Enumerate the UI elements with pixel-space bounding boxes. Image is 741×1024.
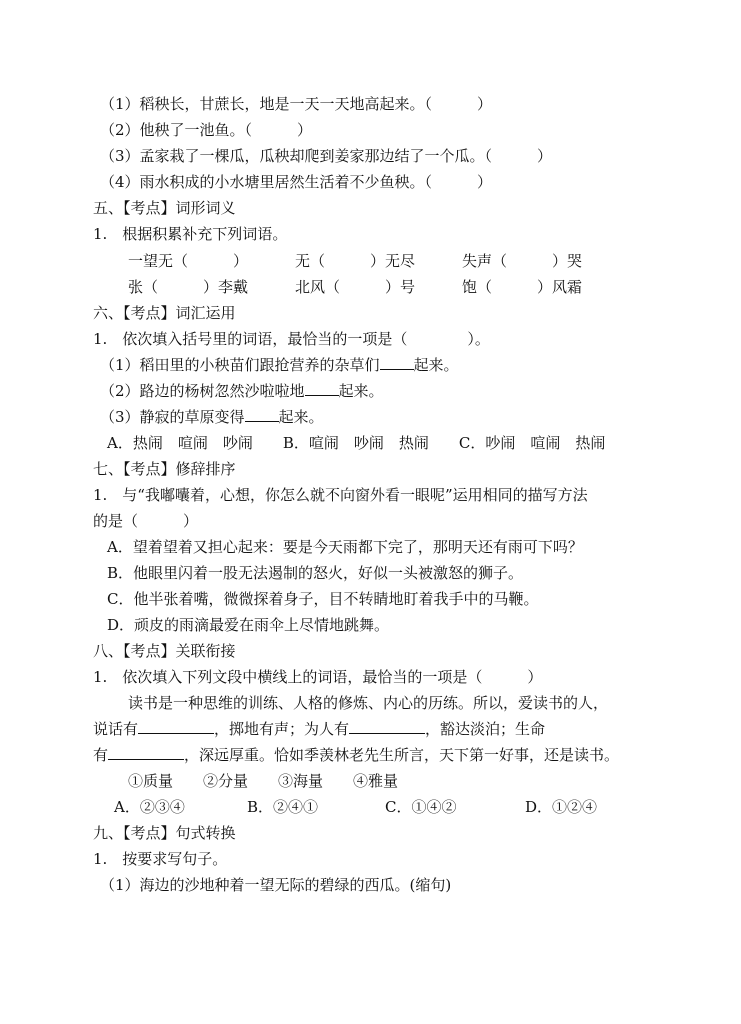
section-heading-6: 六、【考点】词汇运用 [93,304,236,322]
fill-blank[interactable] [305,381,339,396]
passage-text: 有 [93,746,109,764]
question-7-1-line1: 1. 与“我嘟囔着，心想，你怎么就不向窗外看一眼呢”运用相同的描写方法 [93,486,588,504]
question-9-1: 1. 按要求写句子。 [93,850,228,868]
sentence-6-2 [100,380,384,402]
option-b: B．他眼里闪着一股无法遏制的怒火，好似一头被激怒的狮子。 [107,564,524,582]
question-6-1: 1. 依次填入括号里的词语，最恰当的一项是（ ）。 [93,330,490,348]
word-choices: ①质量 ②分量 ③海量 ④雅量 [128,772,399,790]
fill-blank[interactable] [108,745,184,760]
question-4-2: （2）他秧了一池鱼。（ ） [100,121,313,139]
section-heading-7: 七、【考点】修辞排序 [93,460,236,478]
question-5-1: 1. 根据积累补充下列词语。 [93,225,288,243]
answer-options-6: A．热闹 喧闹 吵闹 B．喧闹 吵闹 热闹 C．吵闹 喧闹 热闹 [107,434,606,452]
fill-blank[interactable] [349,719,425,734]
question-4-1: （1）稻秧长，甘蔗长，地是一天一天地高起来。（ ） [100,95,493,113]
question-7-1-line2: 的是（ ） [93,512,199,530]
idiom-cell: 饱（ ）风霜 [462,278,583,296]
idiom-cell: 张（ ）李戴 [128,278,249,296]
option-b: B．②④① [247,798,319,816]
fill-blank[interactable] [138,719,214,734]
passage-text: ，掷地有声；为人有 [214,720,350,738]
option-c: C．他半张着嘴，微微探着身子，目不转睛地盯着我手中的马鞭。 [107,590,539,608]
sentence-text: 起来。 [413,356,459,374]
question-4-4: （4）雨水积成的小水塘里居然生活着不少鱼秧。（ ） [100,173,493,191]
fill-blank[interactable] [245,407,279,422]
question-8-1: 1. 依次填入下列文段中横线上的词语，最恰当的一项是（ ） [93,668,543,686]
question-4-3: （3）孟家栽了一棵瓜，瓜秧却爬到姜家那边结了一个瓜。（ ） [100,147,553,165]
section-heading-5: 五、【考点】词形词义 [93,199,236,217]
option-a: A．②③④ [114,798,185,816]
passage-text: ，豁达淡泊；生命 [425,720,546,738]
sentence-text: 起来。 [338,382,384,400]
fill-blank[interactable] [380,355,414,370]
sentence-6-3 [100,406,324,428]
section-heading-9: 九、【考点】句式转换 [93,824,236,842]
idiom-cell: 失声（ ）哭 [462,252,583,270]
passage-text: 说话有 [93,720,139,738]
option-d: D．顽皮的雨滴最爱在雨伞上尽情地跳舞。 [107,616,390,634]
idiom-cell: 无（ ）无尽 [295,252,416,270]
sentence-text: （1）稻田里的小秧苗们跟抢营养的杂草们 [100,356,380,374]
passage-text: ，深远厚重。恰如季羡林老先生所言，天下第一好事，还是读书。 [184,746,620,764]
sentence-6-1 [100,354,459,376]
idiom-cell: 一望无（ ） [128,252,249,270]
sentence-9-1: （1）海边的沙地种着一望无际的碧绿的西瓜。(缩句) [100,876,452,894]
sentence-text: （2）路边的杨树忽然沙啦啦地 [100,382,305,400]
passage-line-2 [93,718,545,740]
sentence-text: 起来。 [278,408,324,426]
option-d: D．①②④ [525,798,598,816]
sentence-text: （3）静寂的草原变得 [100,408,245,426]
idiom-cell: 北风（ ）号 [295,278,416,296]
passage-line-1: 读书是一种思维的训练、人格的修炼、内心的历练。所以，爱读书的人， [128,694,609,712]
passage-line-3 [93,744,619,766]
option-c: C．①④② [385,798,457,816]
section-heading-8: 八、【考点】关联衔接 [93,642,236,660]
option-a: A．望着望着又担心起来：要是今天雨都下完了，那明天还有雨可下吗？ [107,538,583,556]
